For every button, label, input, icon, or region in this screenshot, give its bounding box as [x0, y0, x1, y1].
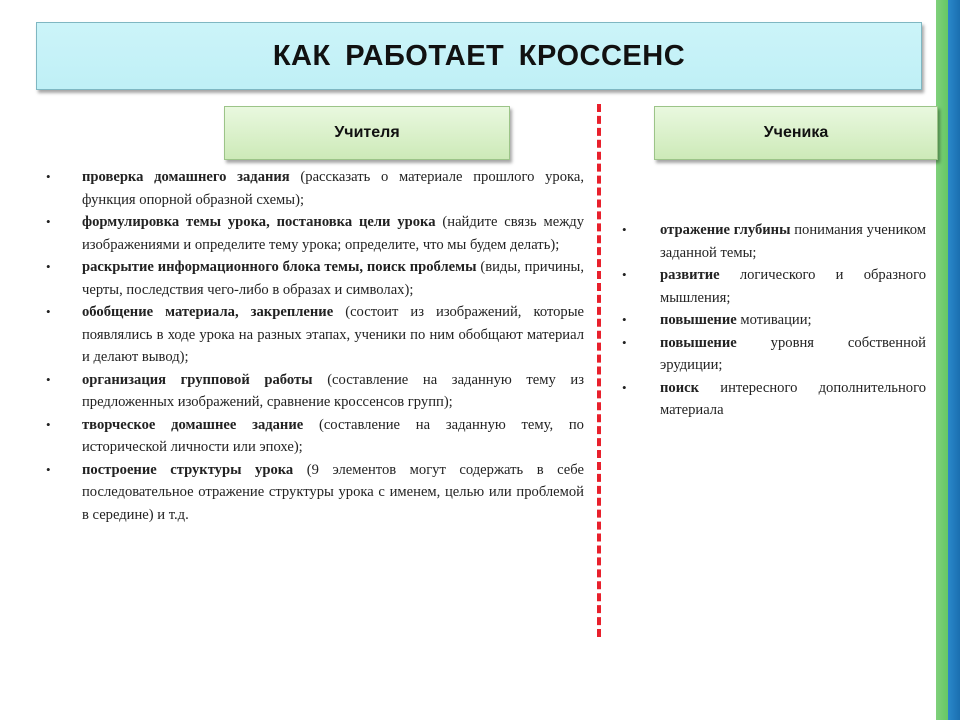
- item-keyword: построение структуры урока: [82, 461, 294, 478]
- item-keyword: формулировка темы урока, постановка цели урока: [82, 214, 436, 230]
- list-item: [620, 264, 926, 309]
- item-keyword: проверка домашнего задания: [82, 169, 290, 185]
- item-keyword: организация групповой работы: [82, 371, 313, 388]
- list-item: [44, 414, 584, 459]
- item-keyword: обобщение материала, закрепление: [82, 304, 334, 320]
- item-keyword: раскрытие информационного блока темы, поиск проблемы: [82, 259, 477, 275]
- bullet-icon: •: [46, 214, 51, 229]
- list-item: [620, 309, 926, 332]
- bullet-icon: •: [46, 416, 51, 432]
- bullet-icon: •: [46, 259, 51, 274]
- page-title: КАК РАБОТАЕТ КРОССЕНС: [272, 39, 686, 72]
- bullet-icon: •: [46, 461, 51, 477]
- column-divider: [597, 104, 601, 637]
- title-banner: [36, 22, 922, 90]
- bullet-icon: •: [46, 304, 51, 319]
- item-keyword: повышение: [660, 312, 737, 328]
- list-item: [44, 256, 584, 301]
- teacher-list: [44, 166, 584, 526]
- item-text: (составление на заданную тему из предложенных изображений, сравнение кроссенсов групп);: [82, 371, 584, 410]
- student-column-header: [654, 106, 938, 160]
- item-text: интересного дополнительного материала: [660, 379, 926, 418]
- decorative-blue-stripe: [948, 0, 960, 720]
- bullet-icon: •: [622, 312, 627, 327]
- item-text: логического и образного мышления;: [660, 267, 926, 306]
- item-text: (состоит из изображений, которые появлялись в ходе урока на разных этапах, ученики по ним обобщают материал и делают вывод);: [82, 304, 584, 365]
- item-text: (9 элементов могут содержать в себе последовательное отражение структуры урока с именем, целью или проблемой в середине) и т.д.: [82, 461, 584, 523]
- bullet-icon: •: [622, 379, 627, 395]
- list-item: [620, 332, 926, 377]
- bullet-icon: •: [622, 222, 627, 237]
- list-item: [44, 369, 584, 414]
- list-item: [44, 459, 584, 527]
- teacher-column-header: [224, 106, 510, 160]
- bullet-icon: •: [46, 371, 51, 387]
- list-item: [620, 219, 926, 264]
- list-item: [44, 301, 584, 369]
- item-text: (рассказать о материале прошлого урока, функция опорной образной схемы);: [82, 169, 584, 208]
- list-item: [620, 377, 926, 422]
- item-keyword: творческое домашнее задание: [82, 416, 304, 433]
- item-keyword: отражение глубины: [660, 222, 791, 238]
- item-text: (составление на заданную тему, по исторической личности или эпохе);: [82, 416, 584, 455]
- item-text: понимания учеником заданной темы;: [660, 222, 926, 261]
- item-keyword: развитие: [660, 267, 720, 283]
- bullet-icon: •: [622, 334, 627, 350]
- student-list: [620, 219, 926, 422]
- item-text: уровня собственной эрудиции;: [660, 334, 926, 373]
- student-column-label: Ученика: [763, 124, 829, 141]
- item-text: мотивации;: [736, 312, 812, 328]
- teacher-column-label: Учителя: [334, 124, 400, 141]
- item-text: (найдите связь между изображениями и определите тему урока; определите, что мы будем делать);: [82, 214, 584, 253]
- item-keyword: повышение: [660, 334, 737, 351]
- item-keyword: поиск: [660, 379, 699, 396]
- bullet-icon: •: [46, 169, 51, 184]
- list-item: [44, 166, 584, 211]
- list-item: [44, 211, 584, 256]
- bullet-icon: •: [622, 267, 627, 282]
- item-text: (виды, причины, черты, последствия чего-либо в образах и символах);: [82, 259, 584, 298]
